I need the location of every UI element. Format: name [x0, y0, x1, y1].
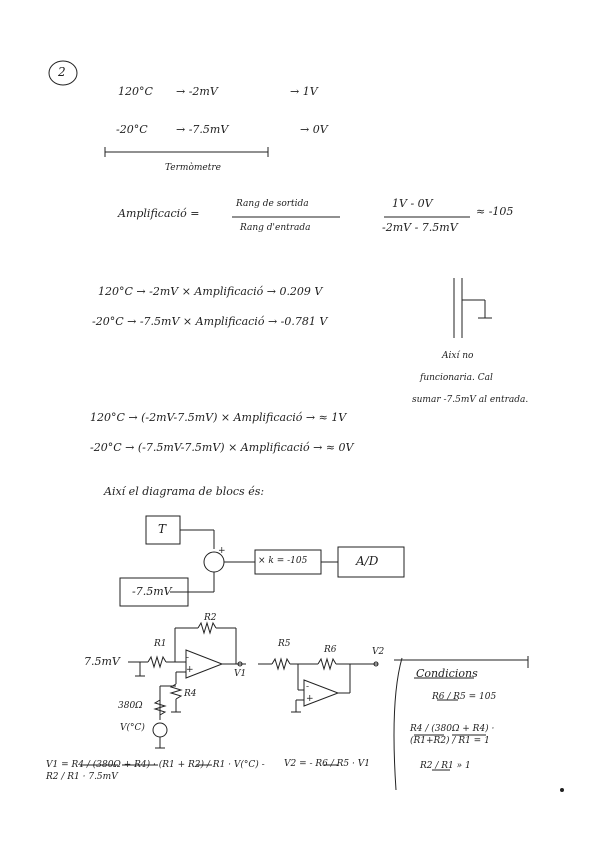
opamp2-plus: +	[306, 694, 314, 704]
opamp2-minus: -	[306, 682, 310, 692]
check1-note-1: funcionaria. Cal	[420, 373, 493, 383]
block-adc-label: A/D	[356, 554, 379, 568]
range-label: Termòmetre	[165, 163, 221, 173]
header-l2-mv: → -7.5mV	[176, 123, 229, 136]
conditions-bracket	[394, 658, 402, 790]
block-title: Així el diagrama de blocs és:	[104, 485, 265, 498]
label-r-ohm: 380Ω	[118, 701, 143, 711]
circuit-input-v: 7.5mV	[84, 655, 120, 668]
label-v1: V1	[234, 669, 247, 679]
check1-line1: 120°C → -2mV × Amplificació → 0.209 V	[98, 285, 323, 298]
block-offset-label: -7.5mV	[132, 585, 172, 598]
block-t-label: T	[158, 522, 167, 536]
label-r2: R2	[204, 613, 217, 623]
voltage-source-sensor	[153, 723, 167, 737]
condition-1: R6 / R5 = 105	[432, 692, 497, 702]
amplification-result: ≈ -105	[476, 205, 514, 218]
resistor-r5	[272, 659, 290, 669]
amplification-den: Rang d'entrada	[240, 223, 311, 233]
check2-line2: -20°C → (-7.5mV-7.5mV) × Amplificació → ≈ 0V	[90, 441, 354, 454]
amplification-lhs: Amplificació =	[118, 207, 200, 220]
block-sum-label: +	[218, 546, 226, 556]
check2-line1: 120°C → (-2mV-7.5mV) × Amplificació → ≈ 1V	[90, 411, 347, 424]
opamp1-plus: +	[186, 665, 194, 675]
condition-2: R4 / (380Ω + R4) · (R1+R2) / R1 = 1	[410, 724, 495, 746]
check1-note-2: sumar -7.5mV al entrada.	[412, 395, 529, 405]
amplification-eq-num: 1V - 0V	[392, 197, 433, 210]
amplification-num: Rang de sortida	[236, 199, 309, 209]
label-r6: R6	[324, 645, 337, 655]
header-l2-v: → 0V	[300, 123, 328, 136]
resistor-r2	[198, 623, 216, 633]
equation-v1: V1 = R4 / (380Ω + R4) · (R1 + R2) / R1 · V(°C) - R2 / R1 · 7.5mV	[46, 760, 265, 782]
check1-line2: -20°C → -7.5mV × Amplificació → -0.781 V	[92, 315, 328, 328]
header-l1-temp: 120°C	[118, 85, 153, 98]
problem-number: 2	[58, 65, 66, 79]
label-r4: R4	[184, 689, 197, 699]
label-r1: R1	[154, 639, 167, 649]
label-r5: R5	[278, 639, 291, 649]
header-l1-v: → 1V	[290, 85, 318, 98]
check1-note-0: Així no	[442, 351, 474, 361]
header-l2-temp: -20°C	[116, 123, 148, 136]
equation-v2: V2 = - R6 / R5 · V1	[284, 759, 370, 769]
condition-3: R2 / R1 » 1	[420, 761, 471, 771]
conditions-title: Condicions	[416, 667, 478, 680]
block-gain-label: × k = -105	[258, 556, 308, 566]
label-v-sensor: V(°C)	[120, 723, 145, 733]
resistor-r1	[148, 657, 166, 667]
resistor-r6	[318, 659, 336, 669]
amplification-eq-den: -2mV - 7.5mV	[382, 221, 458, 234]
header-l1-mv: → -2mV	[176, 85, 218, 98]
opamp1-minus: -	[186, 653, 190, 663]
label-v2: V2	[372, 647, 385, 657]
